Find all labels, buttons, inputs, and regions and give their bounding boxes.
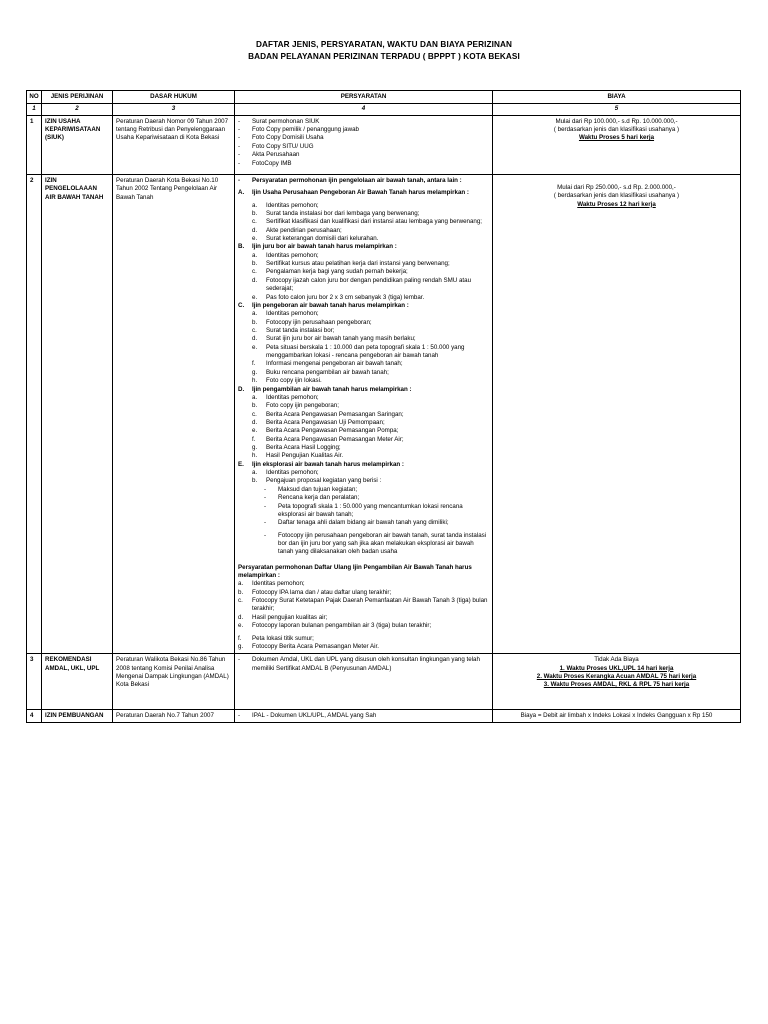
- table-row: [27, 710, 741, 723]
- list-item: - Dokumen Amdal, UKL dan UPL yang disusun oleh konsultan lingkungan yang telah memiliki Sertifikat AMDAL B (Penyusunan AMDAL): [238, 656, 480, 672]
- perizinan-table: [26, 90, 741, 723]
- list-item: d. Akte pendirian perusahaan;: [252, 226, 342, 234]
- list-item: e. Surat keterangan domisili dari kelurahan.: [252, 235, 379, 243]
- row-persyaratan: [235, 710, 493, 723]
- table-row: [27, 654, 741, 710]
- syarat-intro: - Persyaratan permohonan ijin pengelolaan air bawah tanah, antara lain :: [238, 176, 462, 184]
- list-item: f. Peta lokasi titik sumur;: [238, 634, 314, 642]
- list-item: g. Buku rencana pengambilan air bawah tanah;: [252, 368, 389, 376]
- list-item: f. Informasi mengenai pengeboran air bawah tanah;: [252, 360, 403, 368]
- list-item: d. Surat ijin juru bor air bawah tanah yang masih berlaku;: [252, 335, 416, 343]
- column-number-row: [27, 104, 741, 115]
- col-number: 3: [113, 104, 235, 115]
- list-item: - Daftar tenaga ahli dalam bidang air bawah tanah yang dimiliki;: [264, 519, 449, 527]
- row-biaya: [493, 654, 741, 710]
- list-item: - Foto Copy pemilik / penanggung jawab: [238, 126, 359, 134]
- list-item: a. Identitas pemohon;: [252, 393, 319, 401]
- row-biaya: [493, 710, 741, 723]
- table-row: [27, 115, 741, 174]
- row-persyaratan: [235, 115, 493, 174]
- header-jenis: JENIS PERIJINAN: [42, 91, 113, 104]
- header-persyaratan: PERSYARATAN: [235, 91, 493, 104]
- col-number: 1: [27, 104, 42, 115]
- list-item: c. Pengalaman kerja bagi yang sudah pernah bekerja;: [252, 268, 408, 276]
- row-persyaratan: [235, 174, 493, 653]
- list-item: d. Hasil pengujian kualitas air;: [238, 613, 328, 621]
- list-item: e. Pas foto calon juru bor 2 x 3 cm sebanyak 3 (tiga) lembar.: [252, 293, 425, 301]
- row-persyaratan: [235, 654, 493, 710]
- list-item: c. Fotocopy Surat Ketetapan Pajak Daerah Pemanfaatan Air Bawah Tanah 3 (tiga) bulan terakhir;: [238, 597, 488, 613]
- list-item: a. Identitas pemohon;: [252, 469, 319, 477]
- list-item: - Rencana kerja dan peralatan;: [264, 494, 360, 502]
- list-item: b. Foto copy ijin pengeboran;: [252, 402, 339, 410]
- list-item: b. Fotocopy IPA lama dan / atau daftar ulang terakhir;: [238, 588, 392, 596]
- biaya-range: Mulai dari Rp 250.000,- s.d Rp. 2.000.000,-: [557, 183, 676, 191]
- row-no: 4: [27, 710, 42, 723]
- list-item: - Maksud dan tujuan kegiatan;: [264, 485, 358, 493]
- row-jenis: REKOMENDASI AMDAL, UKL, UPL: [42, 654, 113, 710]
- list-item: c. Berita Acara Pengawasan Pemasangan Saringan;: [252, 410, 404, 418]
- waktu-proses: 2. Waktu Proses Kerangka Acuan AMDAL 75 hari kerja: [536, 673, 697, 680]
- col-number: 5: [493, 104, 741, 115]
- waktu-proses: 1. Waktu Proses UKL,UPL 14 hari kerja: [559, 664, 674, 672]
- list-item: - Surat permohonan SIUK: [238, 117, 320, 125]
- list-item: h. Hasil Pengujian Kualitas Air.: [252, 452, 344, 460]
- biaya-range: Biaya = Debit air limbah x Indeks Lokasi x Indeks Gangguan x Rp 150: [520, 712, 713, 719]
- list-item: c. Sertifikat klasifikasi dan kualifikasi dari instansi atau lembaga yang berwenang;: [252, 218, 482, 226]
- list-item: a. Identitas pemohon;: [252, 251, 319, 259]
- section-d-heading: D. Ijin pengambilan air bawah tanah harus melampirkan :: [238, 385, 412, 393]
- waktu-proses: 3. Waktu Proses AMDAL, RKL & RPL 75 hari kerja: [543, 681, 690, 689]
- header-no: NO: [27, 91, 42, 104]
- row-no: 1: [27, 115, 42, 174]
- biaya-note: ( berdasarkan jenis dan klasifikasi usahanya ): [553, 192, 680, 200]
- row-biaya: [493, 174, 741, 653]
- biaya-note: ( berdasarkan jenis dan klasifikasi usahanya ): [553, 126, 680, 134]
- document-title-line2: BADAN PELAYANAN PERIZINAN TERPADU ( BPPPT ) KOTA BEKASI: [248, 52, 520, 61]
- row-jenis: IZIN PENGELOLAAAN AIR BAWAH TANAH: [42, 174, 113, 653]
- list-item: h. Foto copy ijin lokasi.: [252, 377, 322, 385]
- table-row: [27, 174, 741, 653]
- row-biaya: [493, 115, 741, 174]
- list-item: - Foto Copy SITU/ UUG: [238, 142, 314, 150]
- list-item: a. Identitas pemohon;: [238, 580, 305, 588]
- row-jenis: IZIN USAHA KEPARIWISATAAN (SIUK): [42, 115, 113, 174]
- waktu-proses: Waktu Proses 12 hari kerja: [577, 200, 656, 208]
- list-item: - IPAL - Dokumen UKL/UPL, AMDAL yang Sah: [238, 712, 377, 719]
- list-item: a. Identitas pemohon;: [252, 201, 319, 209]
- row-jenis: IZIN PEMBUANGAN: [42, 710, 113, 723]
- col-number: 4: [235, 104, 493, 115]
- list-item: e. Berita Acara Pengawasan Pemasangan Pompa;: [252, 427, 399, 435]
- list-item: - Fotocopy ijin perusahaan pengeboran air bawah tanah, surat tanda instalasi bor dan ijin juru bor yang sah jika akan melakukan eksplorasi air bawah tanah yang dilaksanakan oleh badan usaha: [264, 531, 487, 556]
- list-item: c. Surat tanda instalasi bor;: [252, 326, 335, 334]
- list-item: - Akta Perusahaan: [238, 151, 300, 159]
- row-no: 3: [27, 654, 42, 710]
- list-item: a. Identitas pemohon;: [252, 310, 319, 318]
- header-row: [27, 91, 741, 104]
- list-item: - FotoCopy IMB: [238, 159, 292, 167]
- section-a-heading: A. Ijin Usaha Perusahaan Pengeboran Air Bawah Tanah harus melampirkan :: [238, 189, 469, 197]
- section-e-heading: E. Ijin eksplorasi air bawah tanah harus melampirkan :: [238, 460, 404, 468]
- list-item: b. Surat tanda instalasi bor dari lembaga yang berwenang;: [252, 209, 420, 217]
- col-number: 2: [42, 104, 113, 115]
- list-item: d. Fotocopy ijazah calon juru bor dengan pendidikan paling rendah SMU atau sederajat;: [252, 276, 472, 293]
- list-item: f. Berita Acara Pengawasan Pemasangan Meter Air;: [252, 435, 404, 443]
- list-item: - Peta topografi skala 1 : 50.000 yang mencantumkan lokasi rencana eksplorasi air bawah tanah;: [264, 502, 463, 518]
- waktu-proses: Waktu Proses 5 hari kerja: [578, 134, 655, 142]
- list-item: d. Berita Acara Pengawasan Uji Pemompaan;: [252, 418, 385, 426]
- section-b-heading: B. Ijin juru bor air bawah tanah harus melampirkan :: [238, 243, 397, 251]
- list-item: b. Sertifikat kursus atau pelatihan kerja dari instansi yang berwenang;: [252, 260, 450, 268]
- header-dasar: DASAR HUKUM: [113, 91, 235, 104]
- row-dasar: Peraturan Daerah Nomor 09 Tahun 2007 tentang Retribusi dan Penyelenggaraan Usaha Kepariwisataan di Kota Bekasi: [113, 115, 235, 174]
- document-title-line1: DAFTAR JENIS, PERSYARATAN, WAKTU DAN BIAYA PERIZINAN: [256, 40, 512, 49]
- list-item: e. Peta situasi berskala 1 : 10.000 dan peta topografi skala 1 : 50.000 yang menggambarkan lokasi - rencana pengeboran air bawah tanah: [252, 343, 465, 360]
- daftar-ulang-heading: Persyaratan permohonan Daftar Ulang Ijin Pengambilan Air Bawah Tanah harus melampirkan :: [238, 563, 472, 580]
- header-biaya: BIAYA: [493, 91, 741, 104]
- row-dasar: Peraturan Walikota Bekasi No.86 Tahun 2008 tentang Komisi Penilai Analisa Mengenai Dampak Lingkungan (AMDAL) Kota Bekasi: [113, 654, 235, 710]
- list-item: g. Fotocopy Berita Acara Pemasangan Meter Air.: [238, 642, 379, 650]
- list-item: b. Fotocopy ijin perusahaan pengeboran;: [252, 318, 372, 326]
- row-no: 2: [27, 174, 42, 653]
- list-item: g. Berita Acara Hasil Logging;: [252, 444, 341, 452]
- row-dasar: Peraturan Daerah No.7 Tahun 2007: [113, 710, 235, 723]
- list-item: - Foto Copy Domisili Usaha: [238, 134, 324, 142]
- list-item: e. Fotocopy laporan bulanan pengambilan air 3 (tiga) bulan terakhir;: [238, 622, 432, 630]
- biaya-range: Mulai dari Rp 100.000,- s.d Rp. 10.000.000,-: [555, 117, 678, 125]
- section-c-heading: C. Ijin pengeboran air bawah tanah harus melampirkan :: [238, 301, 409, 309]
- row-dasar: Peraturan Daerah Kota Bekasi No.10 Tahun 2002 Tentang Pengelolaan Air Bawah Tanah: [113, 174, 235, 653]
- biaya-range: Tidak Ada Biaya: [594, 656, 639, 664]
- list-item: b. Pengajuan proposal kegiatan yang berisi :: [252, 477, 382, 485]
